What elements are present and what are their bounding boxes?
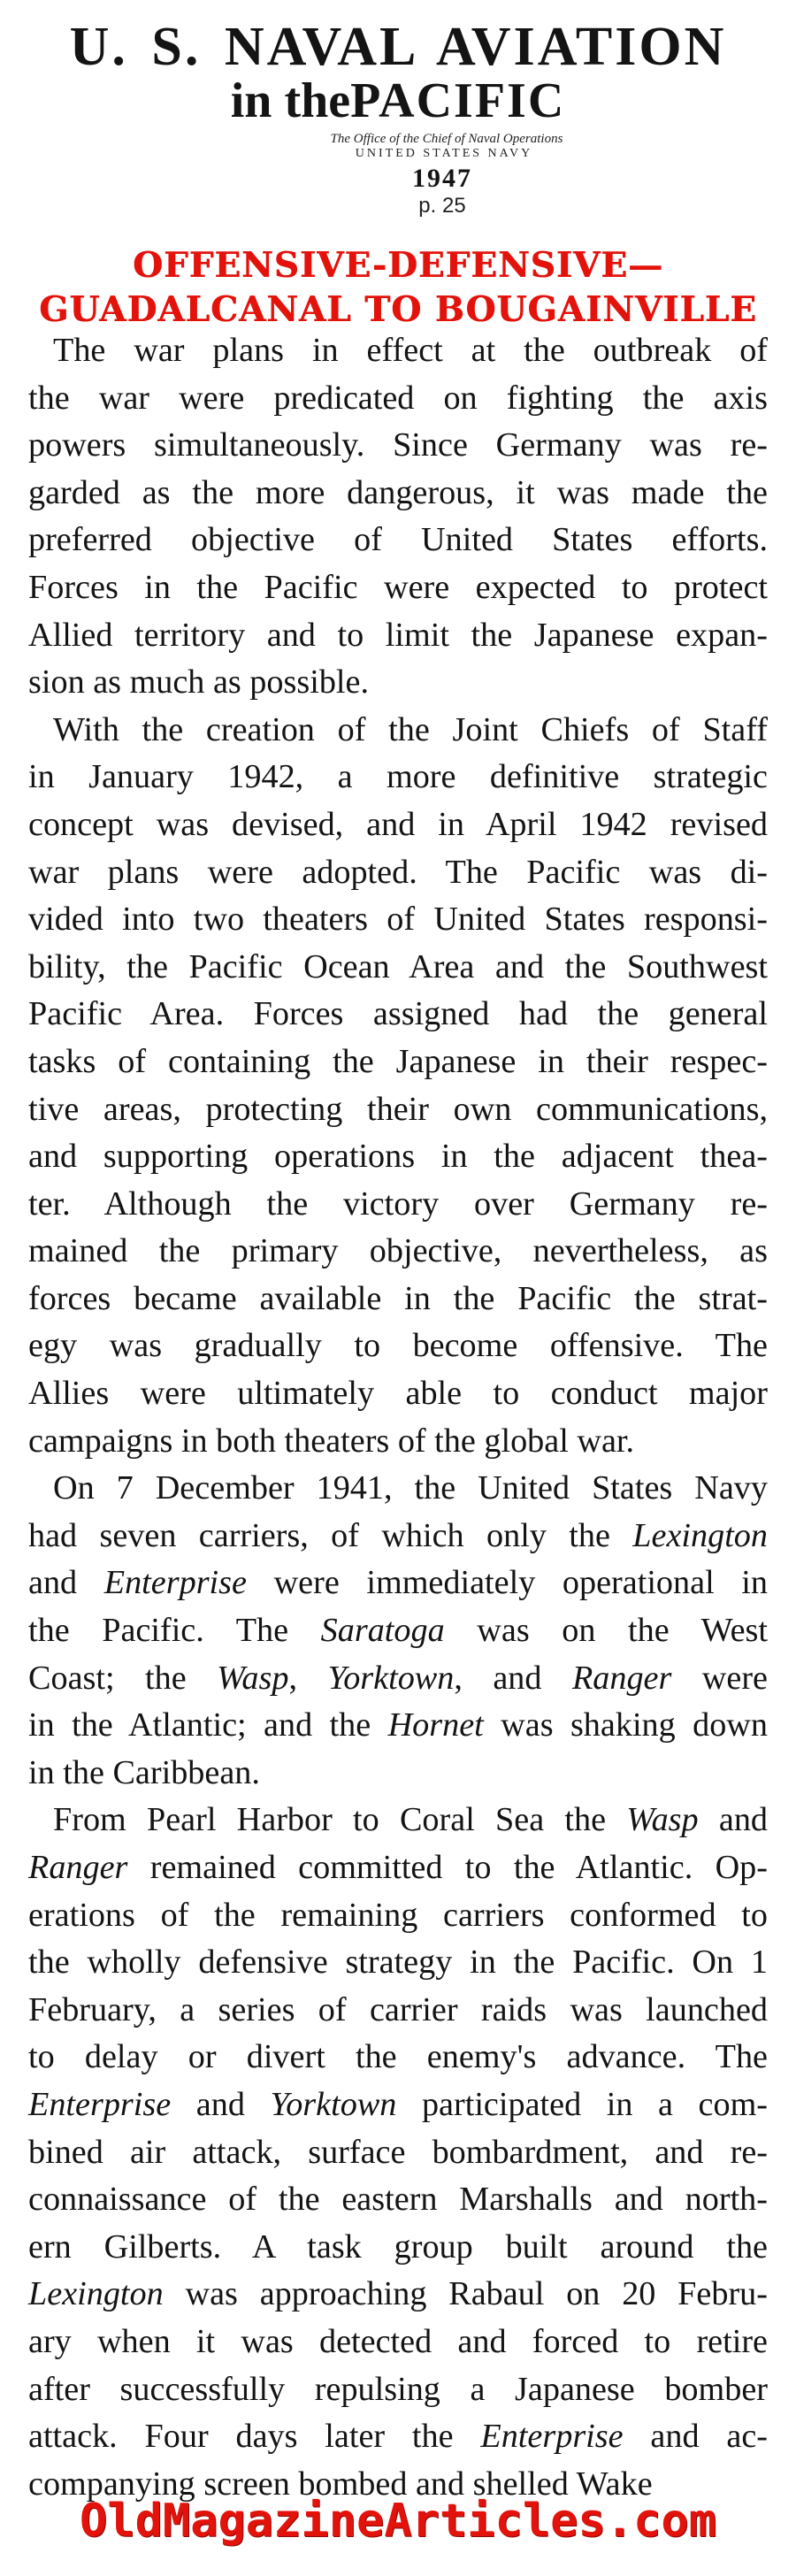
text-line: forces became available in the Pacific the strat- (28, 1279, 768, 1317)
article-paragraph (28, 327, 768, 707)
text-line: egy was gradually to become offensive. The (28, 1327, 768, 1365)
text-line: sion as much as possible. (28, 663, 370, 702)
text-line: Allies were ultimately able to conduct major (28, 1375, 768, 1413)
text-line: Coast; the Wasp, Yorktown, and Ranger were (28, 1659, 768, 1697)
masthead-navy: UNITED STATES NAVY (355, 147, 533, 160)
text-line: and supporting operations in the adjacent thea- (28, 1138, 768, 1176)
text-line: in the Atlantic; and the Hornet was shaking down (28, 1706, 768, 1744)
text-line: in the Caribbean. (28, 1753, 260, 1791)
masthead-subtitle-prefix: in the (230, 73, 351, 128)
text-line: in January 1942, a more definitive strategic (28, 758, 768, 796)
headline-line-2: GUADALCANAL TO BOUGAINVILLE (39, 289, 757, 330)
article-paragraph (28, 1797, 768, 2508)
text-line: tive areas, protecting their own communications, (28, 1090, 768, 1128)
text-line: to delay or divert the enemy's advance. The (28, 2038, 768, 2076)
article-paragraph (28, 1465, 768, 1797)
masthead-title: U. S. NAVAL AVIATION (69, 17, 727, 77)
text-line: concept was devised, and in April 1942 revised (28, 805, 768, 843)
article-headline (0, 243, 796, 332)
text-line: bined air attack, surface bombardment, and re- (28, 2133, 768, 2171)
text-line: war plans were adopted. The Pacific was di- (28, 853, 768, 891)
masthead-subtitle-main: PACIFIC (350, 73, 566, 128)
text-line: attack. Four days later the Enterprise and ac- (28, 2418, 768, 2456)
text-line: and Enterprise were immediately operational in (28, 1564, 768, 1602)
text-line: garded as the more dangerous, it was made the (28, 473, 768, 511)
text-line: From Pearl Harbor to Coral Sea the Wasp and (53, 1801, 769, 1839)
text-line: campaigns in both theaters of the global war. (28, 1422, 635, 1460)
text-line: bility, the Pacific Ocean Area and the Southwest (28, 947, 768, 985)
text-line: powers simultaneously. Since Germany was re- (28, 426, 768, 464)
text-line: the wholly defensive strategy in the Pacific. On 1 (28, 1944, 768, 1982)
text-line: mained the primary objective, nevertheless, as (28, 1232, 768, 1270)
masthead (0, 0, 796, 217)
text-line: Forces in the Pacific were expected to protect (28, 568, 768, 606)
masthead-year: 1947 (412, 164, 472, 193)
text-line: Enterprise and Yorktown participated in a com- (28, 2085, 768, 2123)
text-line: ary when it was detected and forced to retire (28, 2322, 768, 2360)
headline-line-1: OFFENSIVE-DEFENSIVE— (132, 245, 664, 286)
text-line: the Pacific. The Saratoga was on the West (28, 1612, 768, 1650)
text-line: tasks of containing the Japanese in their respec- (28, 1042, 768, 1080)
text-line: the war were predicated on fighting the axis (28, 379, 768, 417)
text-line: The war plans in effect at the outbreak of (53, 332, 768, 369)
article-paragraph (28, 707, 768, 1466)
text-line: after successfully repulsing a Japanese bomber (28, 2370, 768, 2408)
masthead-subtitle (0, 73, 796, 128)
text-line: Allied territory and to limit the Japanese expan- (28, 616, 768, 654)
text-line: preferred objective of United States efforts. (28, 521, 768, 559)
article-body (28, 327, 768, 2508)
text-line: Lexington was approaching Rabaul on 20 Febru- (28, 2275, 768, 2313)
text-line: February, a series of carrier raids was launched (28, 1990, 768, 2028)
page-number: p. 25 (418, 194, 466, 218)
watermark-footer: OldMagazineArticles.com (79, 2495, 717, 2548)
text-line: erations of the remaining carriers conformed to (28, 1896, 768, 1934)
masthead-office: The Office of the Chief of Naval Operations (330, 132, 563, 146)
text-line: Pacific Area. Forces assigned had the general (28, 995, 768, 1033)
text-line: had seven carriers, of which only the Lexington (28, 1516, 768, 1554)
text-line: On 7 December 1941, the United States Navy (53, 1469, 768, 1507)
text-line: ern Gilberts. A task group built around the (28, 2227, 768, 2266)
text-line: With the creation of the Joint Chiefs of Staff (53, 710, 768, 748)
text-line: Ranger remained committed to the Atlantic. Op- (28, 1849, 768, 1886)
text-line: vided into two theaters of United States responsi- (28, 901, 768, 939)
text-line: ter. Although the victory over Germany re- (28, 1184, 768, 1223)
text-line: companying screen bombed and shelled Wake (28, 2465, 653, 2503)
text-line: connaissance of the eastern Marshalls and north- (28, 2181, 768, 2219)
